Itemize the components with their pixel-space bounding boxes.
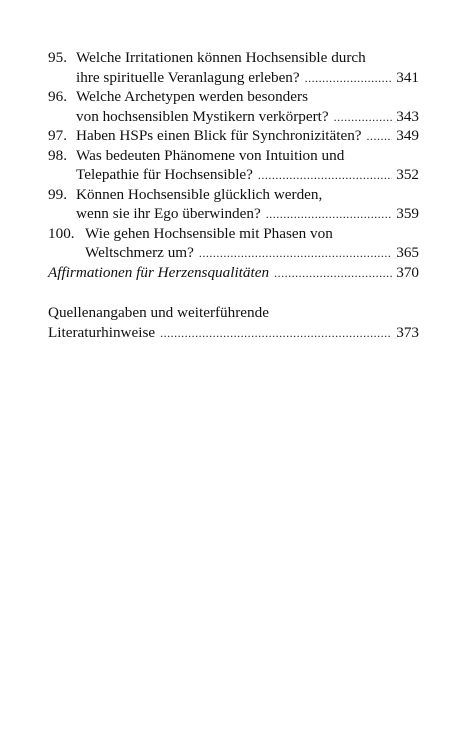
affirmations-line	[48, 263, 419, 284]
toc-entry-sources	[48, 303, 419, 342]
page-number: 352	[396, 166, 419, 183]
affirmations-title: Affirmationen für Herzensqualitäten	[48, 263, 270, 281]
entry-title-line-2: wenn sie ihr Ego überwinden? ..... 359	[76, 204, 419, 225]
entry-title-line-1: Was bedeuten Phänomene von Intuition und	[76, 146, 345, 164]
dot-leader	[199, 244, 392, 264]
page-number: 359	[396, 205, 419, 222]
entry-number: 98.	[48, 146, 67, 164]
toc-entry-99	[48, 185, 419, 224]
page-number: 370	[396, 263, 419, 281]
toc-entry-100	[48, 224, 419, 263]
entry-title-line-1: Haben HSPs einen Blick für Synchronizitäten? ..... 349	[76, 126, 419, 147]
sources-title-line-1: Quellenangaben und weiterführende	[48, 304, 269, 321]
entry-title-line-2: von hochsensiblen Mystikern verkörpert? ..... 343	[76, 107, 419, 128]
dot-leader	[334, 108, 393, 128]
entry-title-line-2: Telepathie für Hochsensible? ..... 352	[76, 165, 419, 186]
toc-entry-affirmations	[48, 263, 419, 283]
entry-number: 100.	[48, 224, 75, 242]
toc-entry-98	[48, 146, 419, 185]
dot-leader	[266, 205, 392, 225]
entry-number: 97.	[48, 127, 67, 144]
page-number: 343	[396, 107, 419, 125]
entry-title-line-1: Welche Archetypen werden besonders	[76, 88, 308, 105]
entry-title-line-1: Wie gehen Hochsensible mit Phasen von	[85, 224, 333, 242]
page-number: 341	[396, 68, 419, 86]
entry-title-line-1: Welche Irritationen können Hochsensible durch	[76, 49, 366, 66]
toc-entry-97	[48, 126, 419, 146]
section-gap	[48, 282, 419, 303]
sources-title-line-2: Literaturhinweise ..... 373	[48, 323, 419, 344]
dot-leader	[274, 264, 392, 284]
dot-leader	[160, 324, 392, 344]
entry-number: 99.	[48, 185, 67, 203]
entry-title-line-1: Können Hochsensible glücklich werden,	[76, 185, 323, 203]
dot-leader	[305, 69, 393, 89]
page-number: 349	[396, 127, 419, 144]
table-of-contents	[48, 48, 419, 342]
dot-leader	[367, 127, 393, 147]
page-number: 373	[396, 323, 419, 341]
toc-entry-95	[48, 48, 419, 87]
toc-entry-96	[48, 87, 419, 126]
page-number: 365	[396, 244, 419, 261]
entry-title-line-2: Weltschmerz um? ..... 365	[85, 243, 419, 264]
entry-number: 95.	[48, 49, 67, 66]
entry-number: 96.	[48, 88, 67, 105]
dot-leader	[258, 166, 392, 186]
entry-title-line-2: ihre spirituelle Veranlagung erleben? ..... 341	[76, 68, 419, 89]
